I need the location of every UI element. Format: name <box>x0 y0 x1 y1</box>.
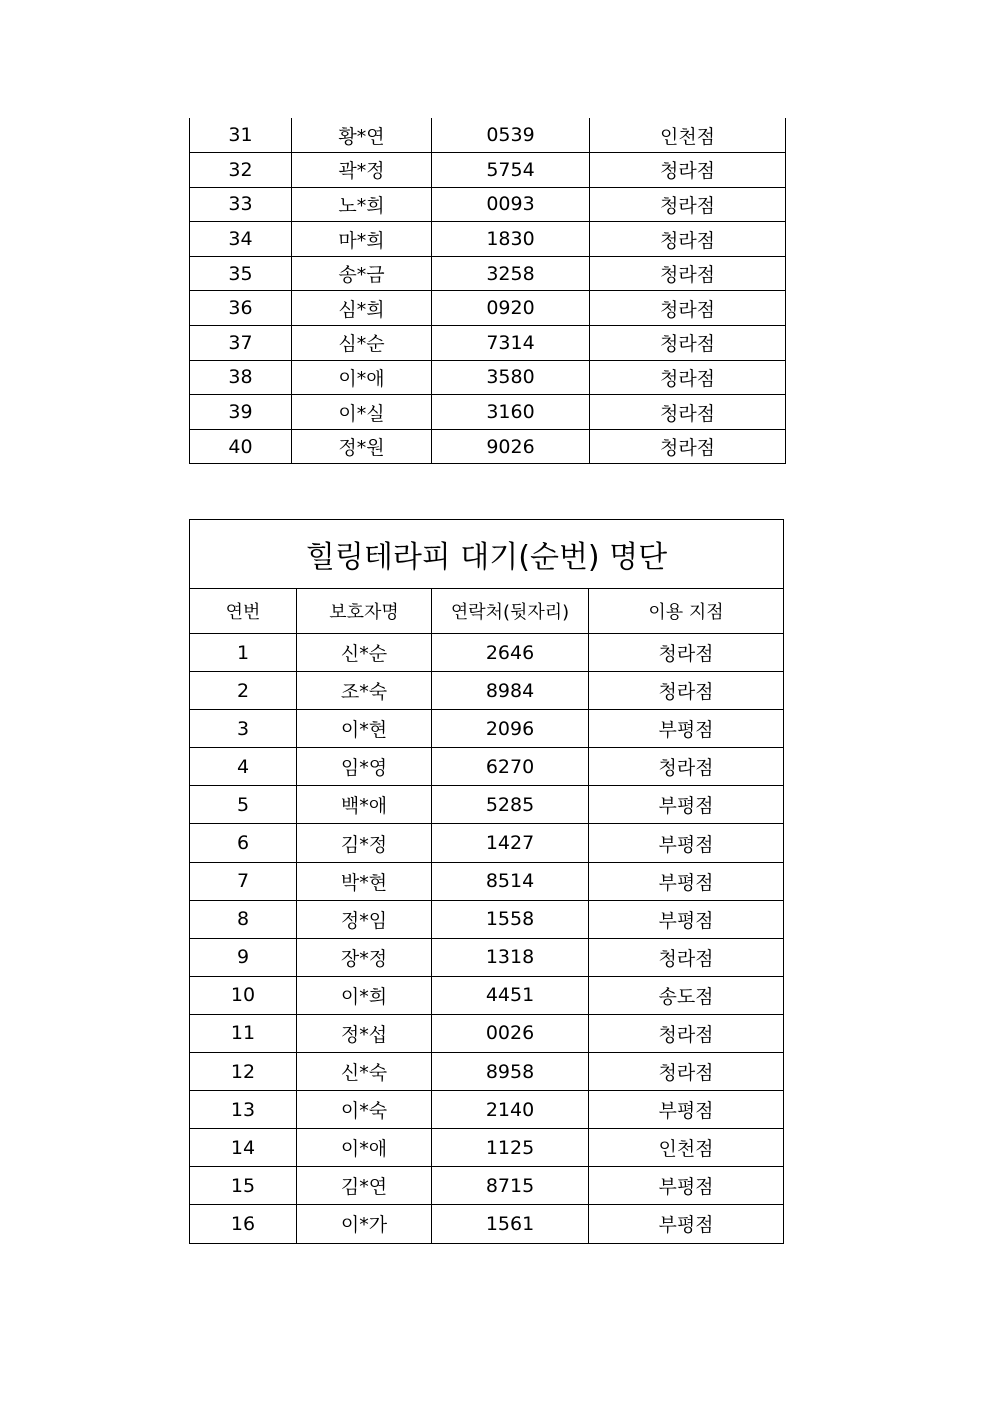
cell-name: 이*숙 <box>297 1091 432 1129</box>
cell-branch: 청라점 <box>590 326 786 361</box>
cell-name: 임*영 <box>297 748 432 786</box>
cell-name: 마*희 <box>292 222 432 257</box>
cell-name: 황*연 <box>292 118 432 153</box>
cell-branch: 청라점 <box>589 938 784 976</box>
cell-no: 10 <box>190 976 297 1014</box>
cell-no: 14 <box>190 1129 297 1167</box>
cell-name: 신*순 <box>297 634 432 672</box>
waitlist-title-row <box>190 520 784 589</box>
cell-phone: 2646 <box>432 634 589 672</box>
cell-branch: 청라점 <box>590 153 786 188</box>
cell-phone: 8984 <box>432 672 589 710</box>
cell-phone: 0093 <box>432 187 590 222</box>
cell-no: 16 <box>190 1205 297 1243</box>
cell-no: 6 <box>190 824 297 862</box>
cell-branch: 송도점 <box>589 976 784 1014</box>
cell-phone: 5754 <box>432 153 590 188</box>
cell-branch: 청라점 <box>589 634 784 672</box>
cell-branch: 청라점 <box>590 187 786 222</box>
continued-table <box>189 118 786 464</box>
cell-name: 정*임 <box>297 900 432 938</box>
cell-no: 9 <box>190 938 297 976</box>
continued-table-body <box>190 118 786 464</box>
cell-no: 2 <box>190 672 297 710</box>
cell-phone: 8715 <box>432 1167 589 1205</box>
table-row <box>190 900 784 938</box>
cell-name: 박*현 <box>297 862 432 900</box>
table-row <box>190 1091 784 1129</box>
cell-phone: 0920 <box>432 291 590 326</box>
cell-name: 심*희 <box>292 291 432 326</box>
cell-branch: 부평점 <box>589 824 784 862</box>
cell-branch: 부평점 <box>589 862 784 900</box>
cell-name: 노*희 <box>292 187 432 222</box>
table-row <box>190 291 786 326</box>
table-row <box>190 395 786 430</box>
table-row <box>190 1129 784 1167</box>
cell-no: 1 <box>190 634 297 672</box>
cell-name: 이*실 <box>292 395 432 430</box>
cell-phone: 3258 <box>432 256 590 291</box>
cell-phone: 1558 <box>432 900 589 938</box>
table-row <box>190 187 786 222</box>
cell-branch: 청라점 <box>589 672 784 710</box>
cell-no: 31 <box>190 118 292 153</box>
cell-branch: 청라점 <box>590 429 786 464</box>
cell-phone: 5285 <box>432 786 589 824</box>
table-row <box>190 256 786 291</box>
cell-phone: 3160 <box>432 395 590 430</box>
cell-no: 8 <box>190 900 297 938</box>
table-row <box>190 1053 784 1091</box>
cell-name: 이*애 <box>297 1129 432 1167</box>
table-row <box>190 824 784 862</box>
cell-branch: 청라점 <box>590 222 786 257</box>
cell-name: 이*가 <box>297 1205 432 1243</box>
table-row <box>190 1014 784 1052</box>
header-no: 연번 <box>190 589 297 634</box>
cell-name: 송*금 <box>292 256 432 291</box>
cell-no: 15 <box>190 1167 297 1205</box>
cell-no: 35 <box>190 256 292 291</box>
table-row <box>190 976 784 1014</box>
cell-name: 김*연 <box>297 1167 432 1205</box>
table-row <box>190 938 784 976</box>
cell-phone: 4451 <box>432 976 589 1014</box>
table-row <box>190 360 786 395</box>
cell-branch: 청라점 <box>589 1014 784 1052</box>
table-row <box>190 748 784 786</box>
cell-name: 정*원 <box>292 429 432 464</box>
cell-no: 36 <box>190 291 292 326</box>
cell-name: 심*순 <box>292 326 432 361</box>
cell-no: 38 <box>190 360 292 395</box>
cell-branch: 부평점 <box>589 900 784 938</box>
cell-phone: 1830 <box>432 222 590 257</box>
cell-phone: 3580 <box>432 360 590 395</box>
cell-name: 이*현 <box>297 710 432 748</box>
table-row <box>190 118 786 153</box>
cell-branch: 부평점 <box>589 1167 784 1205</box>
cell-branch: 청라점 <box>590 395 786 430</box>
table-row <box>190 222 786 257</box>
cell-name: 조*숙 <box>297 672 432 710</box>
table-row <box>190 1205 784 1243</box>
cell-no: 3 <box>190 710 297 748</box>
table-row <box>190 326 786 361</box>
cell-branch: 청라점 <box>590 291 786 326</box>
cell-no: 39 <box>190 395 292 430</box>
cell-no: 37 <box>190 326 292 361</box>
cell-no: 13 <box>190 1091 297 1129</box>
table-row <box>190 862 784 900</box>
waitlist-table <box>189 519 784 1244</box>
cell-no: 5 <box>190 786 297 824</box>
table-row <box>190 1167 784 1205</box>
table-row <box>190 153 786 188</box>
cell-phone: 1561 <box>432 1205 589 1243</box>
header-phone: 연락처(뒷자리) <box>432 589 589 634</box>
cell-name: 정*섭 <box>297 1014 432 1052</box>
cell-name: 곽*정 <box>292 153 432 188</box>
cell-branch: 청라점 <box>590 360 786 395</box>
cell-phone: 1427 <box>432 824 589 862</box>
header-branch: 이용 지점 <box>589 589 784 634</box>
cell-phone: 2140 <box>432 1091 589 1129</box>
table-row <box>190 710 784 748</box>
header-guardian-name: 보호자명 <box>297 589 432 634</box>
cell-name: 신*숙 <box>297 1053 432 1091</box>
cell-no: 7 <box>190 862 297 900</box>
cell-branch: 청라점 <box>590 256 786 291</box>
cell-no: 33 <box>190 187 292 222</box>
cell-no: 12 <box>190 1053 297 1091</box>
cell-phone: 9026 <box>432 429 590 464</box>
cell-branch: 부평점 <box>589 786 784 824</box>
cell-phone: 0539 <box>432 118 590 153</box>
cell-branch: 청라점 <box>589 1053 784 1091</box>
cell-branch: 인천점 <box>589 1129 784 1167</box>
cell-no: 11 <box>190 1014 297 1052</box>
table-row <box>190 786 784 824</box>
cell-phone: 7314 <box>432 326 590 361</box>
cell-branch: 청라점 <box>589 748 784 786</box>
cell-no: 34 <box>190 222 292 257</box>
table-row <box>190 672 784 710</box>
cell-phone: 8514 <box>432 862 589 900</box>
cell-phone: 2096 <box>432 710 589 748</box>
cell-name: 이*희 <box>297 976 432 1014</box>
cell-branch: 부평점 <box>589 1205 784 1243</box>
cell-phone: 1125 <box>432 1129 589 1167</box>
cell-no: 32 <box>190 153 292 188</box>
waitlist-title: 힐링테라피 대기(순번) 명단 <box>190 520 784 589</box>
cell-no: 4 <box>190 748 297 786</box>
cell-branch: 인천점 <box>590 118 786 153</box>
cell-name: 이*애 <box>292 360 432 395</box>
cell-phone: 0026 <box>432 1014 589 1052</box>
cell-branch: 부평점 <box>589 1091 784 1129</box>
waitlist-header-row <box>190 589 784 634</box>
cell-branch: 부평점 <box>589 710 784 748</box>
cell-no: 40 <box>190 429 292 464</box>
cell-phone: 6270 <box>432 748 589 786</box>
table-row <box>190 429 786 464</box>
cell-name: 장*정 <box>297 938 432 976</box>
cell-phone: 8958 <box>432 1053 589 1091</box>
cell-phone: 1318 <box>432 938 589 976</box>
cell-name: 백*애 <box>297 786 432 824</box>
waitlist-table-body <box>190 634 784 1244</box>
table-row <box>190 634 784 672</box>
cell-name: 김*정 <box>297 824 432 862</box>
